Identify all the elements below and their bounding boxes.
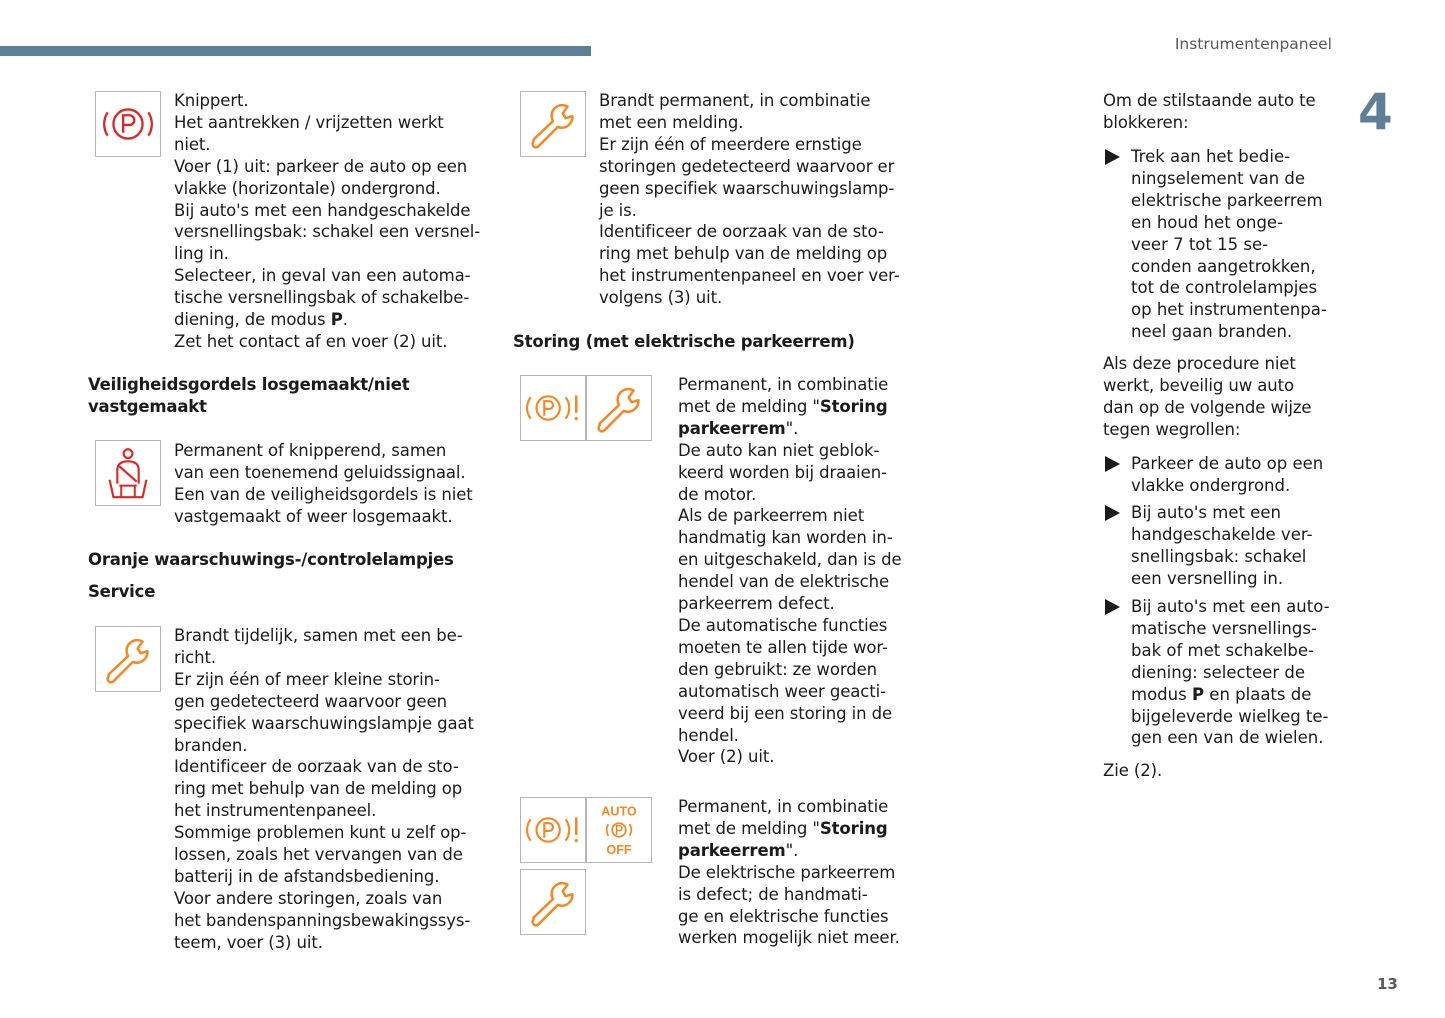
col3-bullet1: Trek aan het bedie- ningselement van de elektrische parkeerrem en houd het onge- veer 7 tot 15 se- conden aangetrokken, tot de controlelampjes op het instrumentenpa- neel gaan branden. (1131, 147, 1327, 342)
parking-brake-fault-icon (520, 797, 586, 863)
heading-storing: Storing (met elektrische parkeerrem) (513, 332, 855, 351)
bullet-arrow-icon (1105, 599, 1120, 615)
bullet-arrow-icon (1105, 456, 1120, 472)
page-number: 13 (1377, 975, 1398, 993)
col1-block1: Knippert. Het aantrekken / vrijzetten werkt niet. Voer (1) uit: parkeer de auto op een vlakke (horizontale) ondergrond. Bij auto's met een handgeschakelde versnellingsbak: schakel een versnel- ling in. Selecteer, in geval van een automa- tische versnellingsbak of schakelbe- diening, de modus P. Zet het contact af en voer (2) uit. (174, 91, 481, 351)
col2-block1: Brandt permanent, in combinatie met een melding. Er zijn één of meerdere ernstige storingen gedetecteerd waarvoor er geen specifiek waarschuwingslamp- je is. Identificeer de oorzaak van de sto- ring met behulp van de melding op het instrumentenpaneel en voer ver- volgens (3) uit. (599, 91, 900, 308)
header-bar (0, 46, 591, 56)
heading-seatbelts: Veiligheidsgordels losgemaakt/niet vastgemaakt (88, 375, 410, 416)
col1-block2: Permanent of knipperend, samen van een toenemend geluidssignaal. Een van de veiligheidsgordels is niet vastgemaakt of weer losgemaakt. (174, 441, 473, 526)
chapter-number: 4 (1358, 83, 1393, 141)
col3-para2: Als deze procedure niet werkt, beveilig uw auto dan op de volgende wijze tegen wegrollen: (1103, 354, 1312, 439)
heading-orange-lamps: Oranje waarschuwings-/controlelampjes (88, 550, 454, 569)
col3-bullet2: Parkeer de auto op een vlakke ondergrond. (1131, 454, 1324, 495)
running-title: Instrumentenpaneel (1174, 35, 1332, 53)
col3-bullet3: Bij auto's met een handgeschakelde ver- snellingsbak: schakel een versnelling in. (1131, 503, 1313, 588)
auto-label: AUTO (601, 804, 637, 819)
auto-off-icon (586, 797, 652, 863)
col1-block3: Brandt tijdelijk, samen met een be- richt. Er zijn één of meer kleine storin- gen gedetecteerd waarvoor geen specifiek waarschuwingslampje gaat branden. Identificeer de oorzaak van de sto- ring met behulp van de melding op het instrumentenpaneel. Sommige problemen kunt u zelf op- lossen, zoals het vervangen van de batterij in de afstandsbediening. Voor andere storingen, zoals van het bandenspanningsbewakingssys- teem, voer (3) uit. (174, 626, 474, 952)
heading-service: Service (88, 582, 156, 601)
off-label: OFF (606, 843, 632, 858)
parking-brake-fault-icon (520, 375, 586, 441)
seatbelt-icon (95, 440, 161, 506)
col3-see: Zie (2). (1103, 761, 1163, 780)
col3-bullet4: Bij auto's met een auto- matische versnellings- bak of met schakelbe- diening: selecteer de modus P en plaats de bijgeleverde wielkeg te- gen een van de wielen. (1131, 597, 1330, 748)
col2-block2: Permanent, in combinatie met de melding "Storing parkeerrem". De auto kan niet geblok- keerd worden bij draaien- de motor. Als de parkeerrem niet handmatig kan worden in- en uitgeschakeld, dan is de hendel van de elektrische parkeerrem defect. De automatische functies moeten te allen tijde wor- den gebruikt: ze worden automatisch weer geacti- veerd bij een storing in de hendel. Voer (2) uit. (678, 375, 902, 767)
parking-brake-icon (95, 91, 161, 157)
bullet-arrow-icon (1105, 149, 1120, 165)
col3-intro: Om de stilstaande auto te blokkeren: (1103, 91, 1316, 132)
wrench-icon (586, 375, 652, 441)
wrench-icon (520, 91, 586, 157)
wrench-icon (520, 869, 586, 935)
col2-block3: Permanent, in combinatie met de melding "Storing parkeerrem". De elektrische parkeerrem is defect; de handmati- ge en elektrische functies werken mogelijk niet meer. (678, 797, 900, 948)
wrench-icon (95, 626, 161, 692)
bullet-arrow-icon (1105, 505, 1120, 521)
